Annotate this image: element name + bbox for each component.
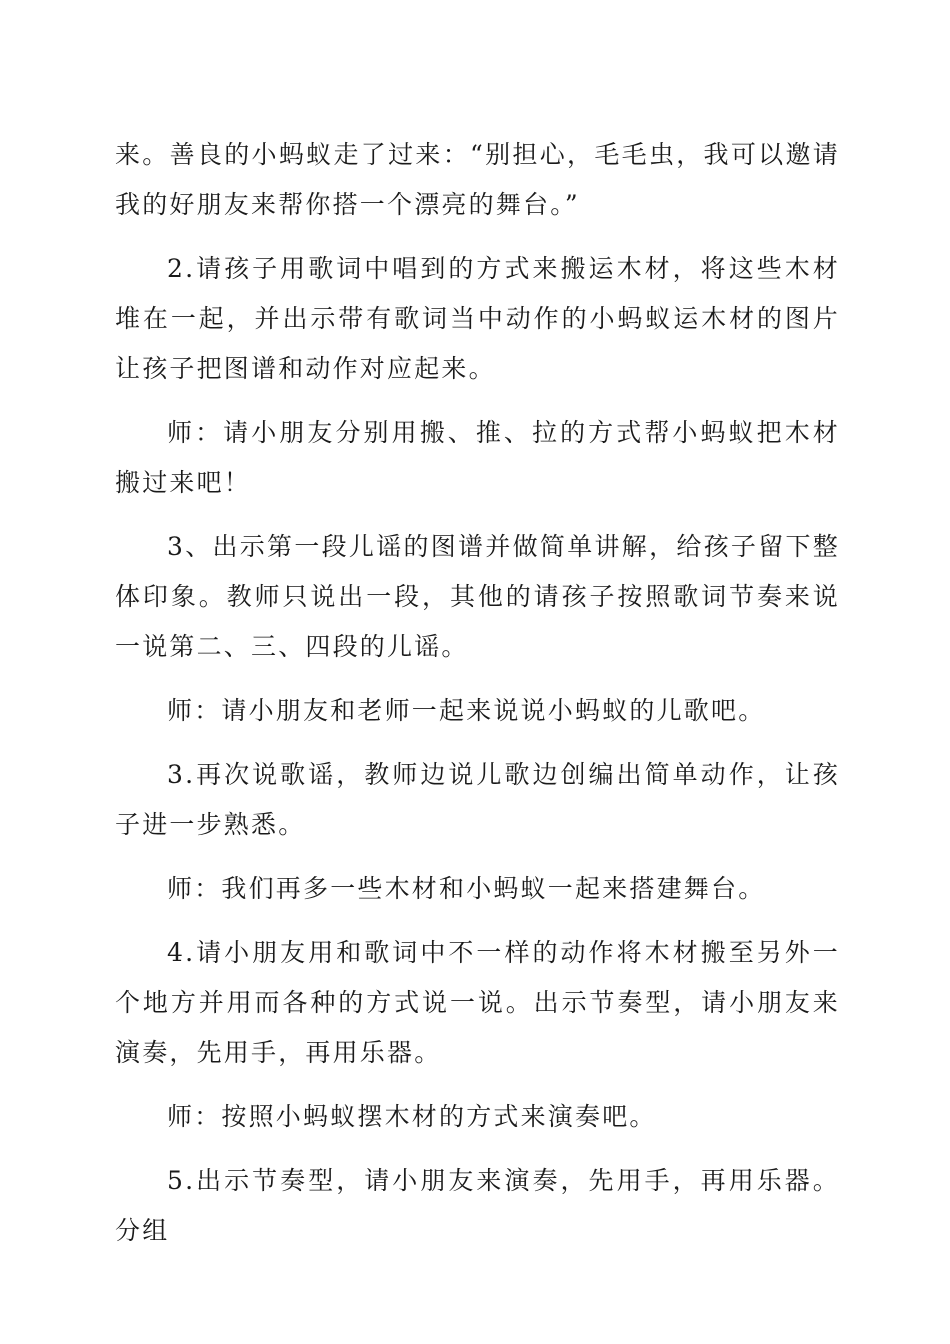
paragraph: 5.出示节奏型，请小朋友来演奏，先用手，再用乐器。分组 [115, 1166, 840, 1245]
paragraph: 3、出示第一段儿谣的图谱并做简单讲解，给孩子留下整体印象。教师只说出一段，其他的请孩子按照歌词节奏来说一说第二、三、四段的儿谣。 [115, 532, 840, 661]
paragraph: 师：我们再多一些木材和小蚂蚁一起来搭建舞台。 [167, 874, 766, 903]
paragraph: 2.请孩子用歌词中唱到的方式来搬运木材，将这些木材堆在一起，并出示带有歌词当中动作的小蚂蚁运木材的图片让孩子把图谱和动作对应起来。 [115, 254, 840, 383]
paragraph: 师：请小朋友分别用搬、推、拉的方式帮小蚂蚁把木材搬过来吧！ [115, 418, 840, 497]
paragraph: 4.请小朋友用和歌词中不一样的动作将木材搬至另外一个地方并用而各种的方式说一说。出示节奏型，请小朋友来演奏，先用手，再用乐器。 [115, 938, 840, 1067]
paragraph: 师：请小朋友和老师一起来说说小蚂蚁的儿歌吧。 [167, 696, 766, 725]
paragraph: 师：按照小蚂蚁摆木材的方式来演奏吧。 [167, 1102, 657, 1131]
paragraph: 3.再次说歌谣，教师边说儿歌边创编出简单动作，让孩子进一步熟悉。 [115, 760, 840, 839]
document-body [115, 130, 840, 1270]
paragraph: 来。善良的小蚂蚁走了过来：“别担心，毛毛虫，我可以邀请我的好朋友来帮你搭一个漂亮的舞台。” [115, 140, 840, 219]
